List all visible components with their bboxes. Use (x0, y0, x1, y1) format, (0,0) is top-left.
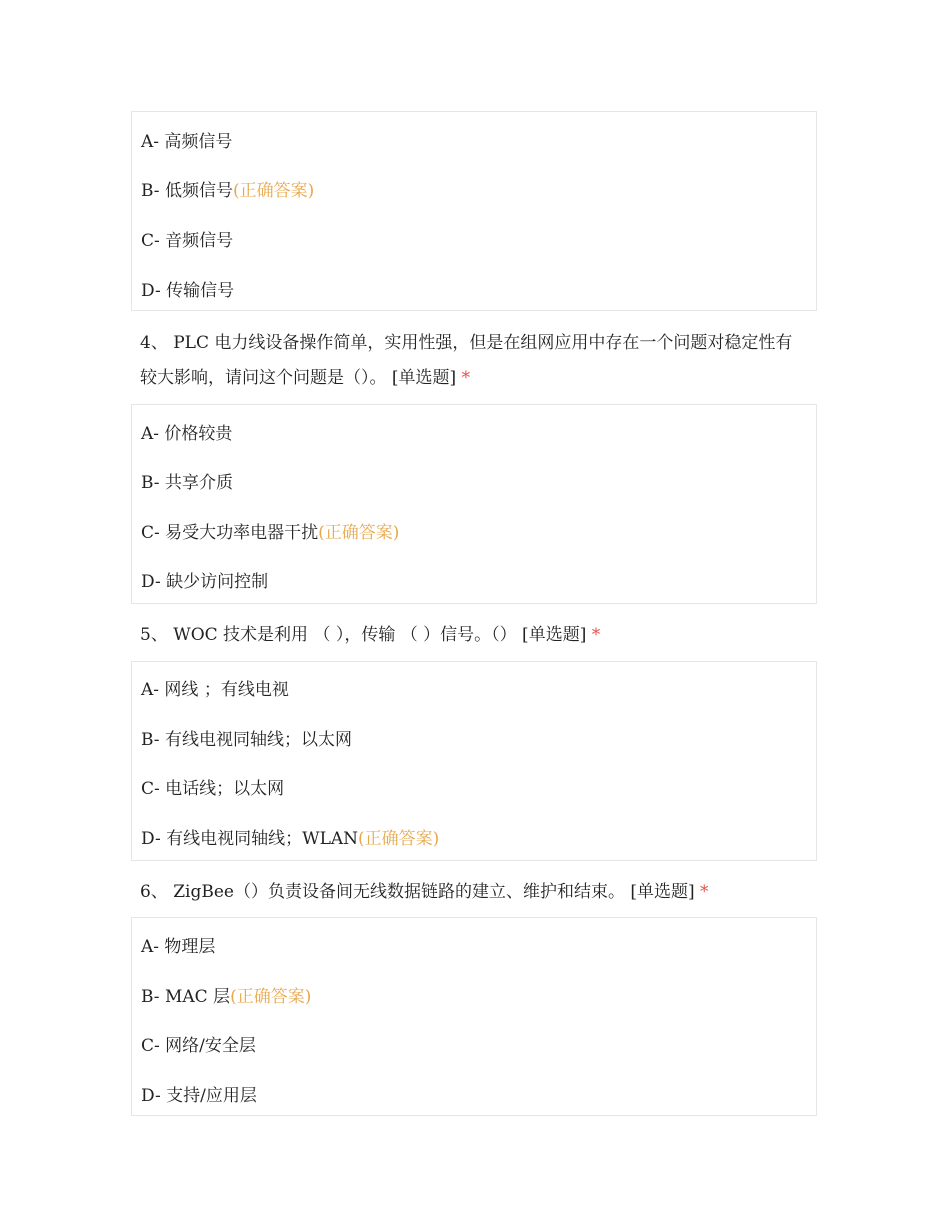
option-a[interactable]: A- 价格较贵 (141, 424, 233, 444)
options-box-q4 (131, 404, 817, 604)
correct-answer-tag: (正确答案) (230, 987, 312, 1007)
option-a[interactable]: A- 网线 ；有线电视 (141, 680, 289, 700)
required-star: * (461, 368, 471, 388)
question-4-title: 4、 PLC 电力线设备操作简单，实用性强，但是在组网应用中存在一个问题对稳定性有较大影响，请问这个问题是（）。 [单选题] * (140, 333, 793, 388)
options-box-q3 (131, 111, 817, 311)
option-b[interactable]: B- 有线电视同轴线；以太网 (141, 730, 352, 750)
question-5-title: 5、 WOC 技术是利用 （ ），传输 （ ）信号。（） [单选题] * (140, 625, 601, 645)
option-d[interactable]: D- 有线电视同轴线；WLAN(正确答案) (141, 829, 440, 849)
required-star: * (700, 882, 709, 902)
option-d[interactable]: D- 传输信号 (141, 281, 235, 301)
question-6-title: 6、 ZigBee（）负责设备间无线数据链路的建立、维护和结束。 [单选题] * (140, 882, 709, 902)
option-b[interactable]: B- MAC 层(正确答案) (141, 987, 312, 1007)
option-b[interactable]: B- 低频信号(正确答案) (141, 181, 315, 201)
option-b[interactable]: B- 共享介质 (141, 473, 233, 493)
correct-answer-tag: (正确答案) (318, 523, 400, 543)
option-c[interactable]: C- 电话线；以太网 (141, 779, 285, 799)
option-a[interactable]: A- 物理层 (141, 937, 216, 957)
option-c[interactable]: C- 网络/安全层 (141, 1036, 256, 1056)
correct-answer-tag: (正确答案) (358, 829, 440, 849)
option-c[interactable]: C- 音频信号 (141, 231, 234, 251)
correct-answer-tag: (正确答案) (232, 181, 315, 201)
option-a[interactable]: A- 高频信号 (141, 132, 233, 152)
option-d[interactable]: D- 缺少访问控制 (141, 572, 269, 592)
options-box-q6 (131, 917, 817, 1116)
option-c[interactable]: C- 易受大功率电器干扰(正确答案) (141, 523, 400, 543)
option-d[interactable]: D- 支持/应用层 (141, 1086, 257, 1106)
options-box-q5 (131, 661, 817, 861)
required-star: * (591, 625, 601, 645)
